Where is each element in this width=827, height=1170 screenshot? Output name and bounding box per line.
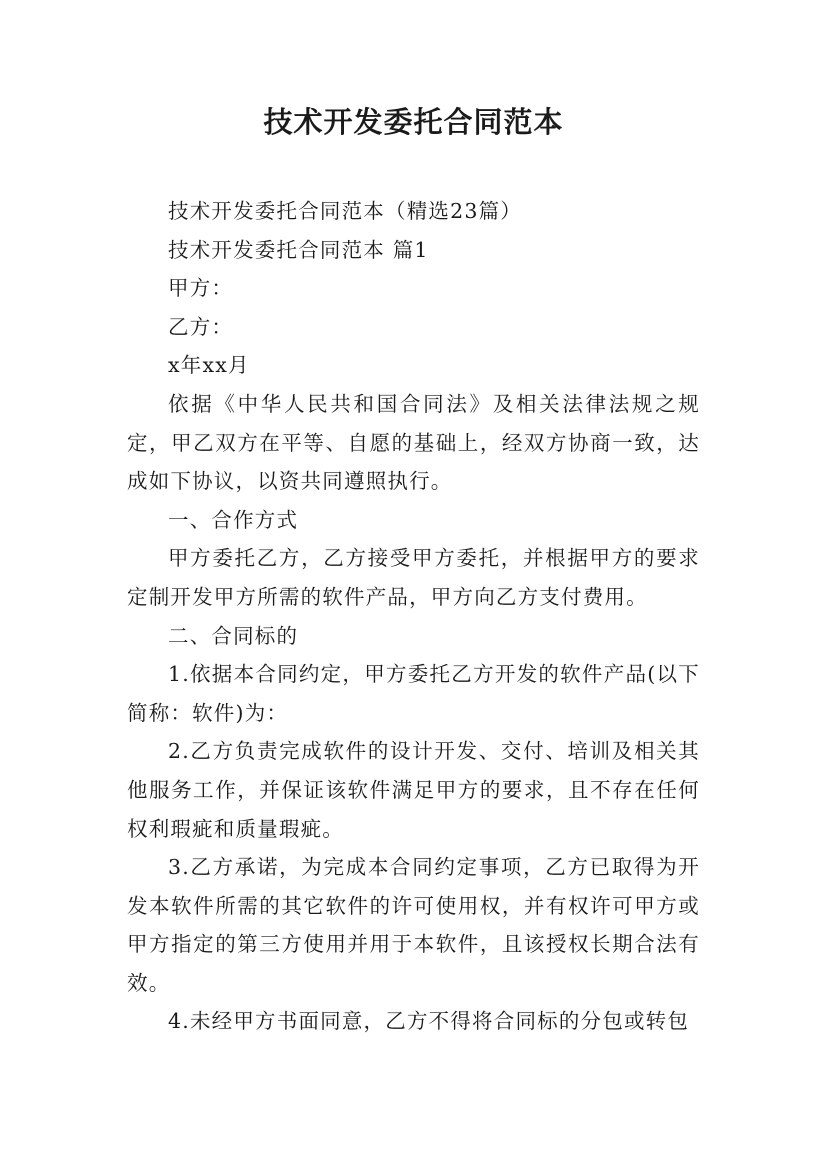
document-title: 技术开发委托合同范本 xyxy=(263,105,564,139)
paragraph-heading-subject: 二、合同标的 xyxy=(168,623,299,648)
paragraph-clause-3: 3.乙方承诺，为完成本合同约定事项，乙方已取得为开发本软件所需的其它软件的许可使用权，并有权许可甲方或甲方指定的第三方使用并用于本软件，且该授权长期合法有效。 xyxy=(127,855,700,995)
paragraph-preamble: 依据《中华人民共和国合同法》及相关法律法规之规定，甲乙双方在平等、自愿的基础上，经双方协商一致，达成如下协议，以资共同遵照执行。 xyxy=(127,391,700,494)
paragraph-clause-2: 2.乙方负责完成软件的设计开发、交付、培训及相关其他服务工作，并保证该软件满足甲方的要求，且不存在任何权利瑕疵和质量瑕疵。 xyxy=(127,739,700,841)
paragraph-clause-1: 1.依据本合同约定，甲方委托乙方开发的软件产品(以下简称：软件)为： xyxy=(127,662,700,725)
paragraph-subtitle: 技术开发委托合同范本（精选23篇） xyxy=(168,199,522,223)
paragraph-date: x年xx月 xyxy=(168,353,250,378)
paragraph-clause-4: 4.未经甲方书面同意，乙方不得将合同标的分包或转包 xyxy=(168,1009,690,1034)
paragraph-cooperation: 甲方委托乙方，乙方接受甲方委托，并根据甲方的要求定制开发甲方所需的软件产品，甲方向乙方支付费用。 xyxy=(127,546,700,609)
paragraph-section-heading: 技术开发委托合同范本 篇1 xyxy=(168,237,429,262)
paragraph-heading-cooperation: 一、合作方式 xyxy=(168,507,299,532)
paragraph-party-a: 甲方： xyxy=(168,276,234,301)
paragraph-party-b: 乙方： xyxy=(168,314,234,339)
document-body xyxy=(127,192,700,1041)
